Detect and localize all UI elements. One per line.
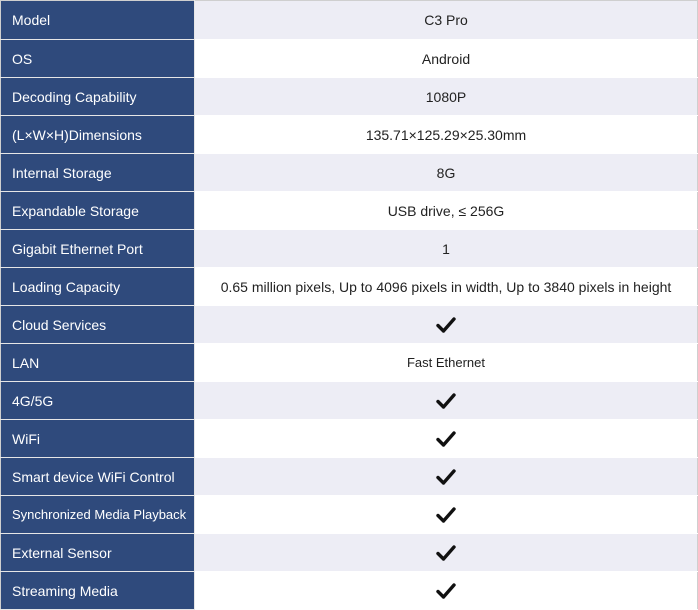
spec-value: C3 Pro [195,1,698,40]
spec-label: Loading Capacity [1,268,195,306]
spec-label: OS [1,40,195,78]
spec-value-check [195,458,698,496]
check-icon [436,316,456,334]
spec-value: 1080P [195,78,698,116]
spec-row-external-sensor [1,534,698,572]
spec-value-check [195,382,698,420]
check-icon [436,468,456,486]
spec-row-synchronized-playback [1,496,698,534]
spec-label: LAN [1,344,195,382]
spec-value: 8G [195,154,698,192]
spec-label: Internal Storage [1,154,195,192]
spec-label: Smart device WiFi Control [1,458,195,496]
spec-row-smart-wifi-control [1,458,698,496]
spec-row-cloud-services [1,306,698,344]
spec-row-streaming-media [1,572,698,610]
check-icon [436,544,456,562]
spec-value: USB drive, ≤ 256G [195,192,698,230]
spec-row-model [1,1,698,40]
check-icon [436,392,456,410]
spec-label: WiFi [1,420,195,458]
spec-value: 0.65 million pixels, Up to 4096 pixels in width, Up to 3840 pixels in height [195,268,698,306]
spec-label: External Sensor [1,534,195,572]
spec-label: Synchronized Media Playback [1,496,195,534]
spec-value-check [195,496,698,534]
spec-label: Model [1,1,195,40]
spec-row-gigabit-ethernet [1,230,698,268]
spec-value: 135.71×125.29×25.30mm [195,116,698,154]
spec-row-internal-storage [1,154,698,192]
spec-label: 4G/5G [1,382,195,420]
spec-row-4g-5g [1,382,698,420]
spec-label: (L×W×H)Dimensions [1,116,195,154]
spec-row-lan [1,344,698,382]
spec-row-expandable-storage [1,192,698,230]
spec-label: Streaming Media [1,572,195,610]
check-icon [436,430,456,448]
spec-label: Expandable Storage [1,192,195,230]
check-icon [436,506,456,524]
spec-value: Android [195,40,698,78]
spec-row-os [1,40,698,78]
spec-value: Fast Ethernet [195,344,698,382]
spec-row-decoding [1,78,698,116]
spec-label: Cloud Services [1,306,195,344]
spec-value-check [195,420,698,458]
spec-value-check [195,534,698,572]
spec-row-wifi [1,420,698,458]
spec-row-dimensions [1,116,698,154]
spec-value-check [195,572,698,610]
spec-label: Decoding Capability [1,78,195,116]
spec-value: 1 [195,230,698,268]
spec-label: Gigabit Ethernet Port [1,230,195,268]
spec-value-check [195,306,698,344]
check-icon [436,582,456,600]
spec-row-loading-capacity [1,268,698,306]
